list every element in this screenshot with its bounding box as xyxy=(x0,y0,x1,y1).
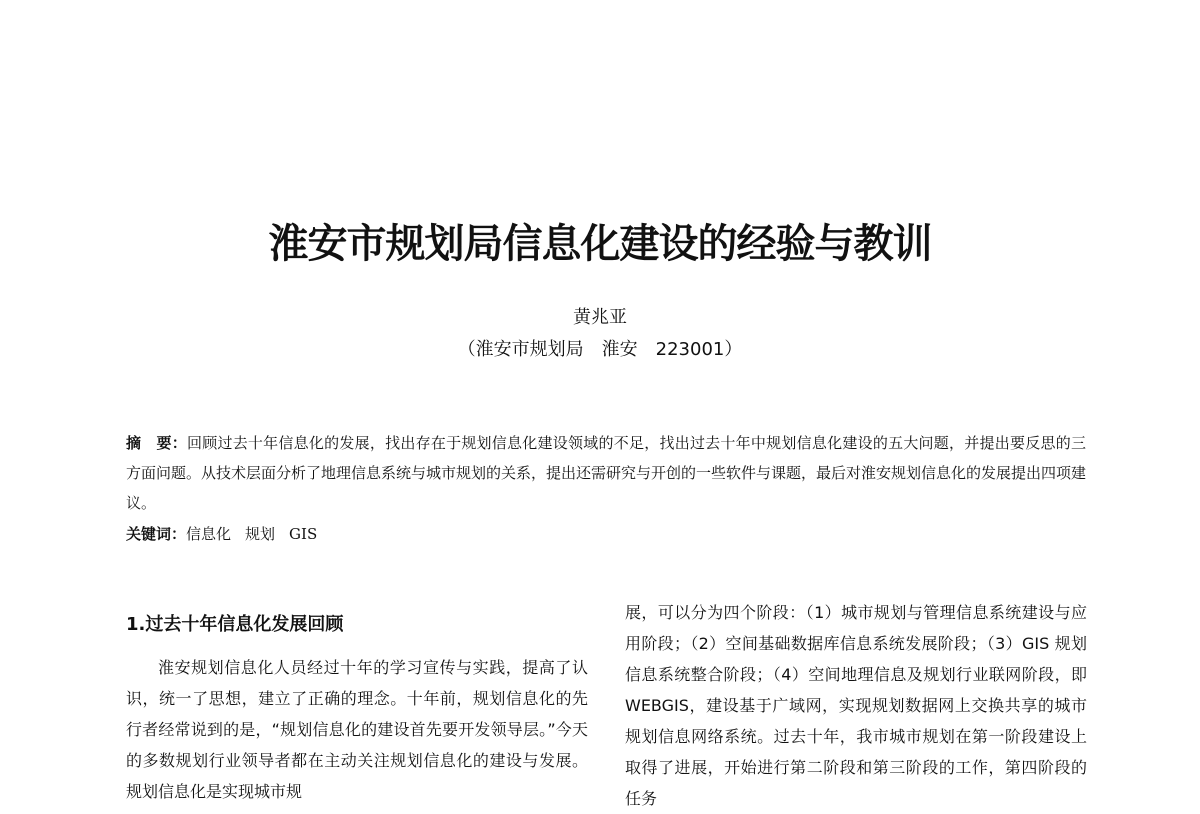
keyword: GIS xyxy=(289,525,318,543)
right-column xyxy=(625,597,1087,814)
section-heading: 1.过去十年信息化发展回顾 xyxy=(126,614,344,635)
paper-title: 淮安市规划局信息化建设的经验与教训 xyxy=(268,221,932,267)
keyword: 规划 xyxy=(245,525,276,543)
author-name: 黄兆亚 xyxy=(573,307,627,328)
left-column xyxy=(126,612,588,807)
keywords xyxy=(126,520,331,548)
abstract xyxy=(126,428,1086,518)
keyword: 信息化 xyxy=(186,525,232,543)
keywords-label: 关键词： xyxy=(126,525,187,543)
author-affiliation: （淮安市规划局 淮安 223001） xyxy=(457,339,743,360)
body-paragraph: 展，可以分为四个阶段：（1）城市规划与管理信息系统建设与应用阶段；（2）空间基础数据库信息系统发展阶段；（3）GIS 规划信息系统整合阶段；（4）空间地理信息及规划行业联网阶段，即 WEBGIS，建设基于广域网，实现规划数据网上交换共享的城市规划信息网络系统。过去十年，我市城市规划在第一阶段建设上取得了进展，开始进行第二阶段和第三阶段的工作，第四阶段的任务 xyxy=(625,603,1087,808)
abstract-label: 摘 要： xyxy=(126,434,187,452)
body-paragraph: 淮安规划信息化人员经过十年的学习宣传与实践，提高了认识，统一了思想，建立了正确的理念。十年前，规划信息化的先行者经常说到的是，“规划信息化的建设首先要开发领导层。”今天的多数规划行业领导者都在主动关注规划信息化的建设与发展。规划信息化是实现城市规 xyxy=(126,658,588,801)
abstract-text: 回顾过去十年信息化的发展，找出存在于规划信息化建设领域的不足，找出过去十年中规划信息化建设的五大问题，并提出要反思的三方面问题。从技术层面分析了地理信息系统与城市规划的关系，提出还需研究与开创的一些软件与课题，最后对淮安规划信息化的发展提出四项建议。 xyxy=(126,434,1087,512)
